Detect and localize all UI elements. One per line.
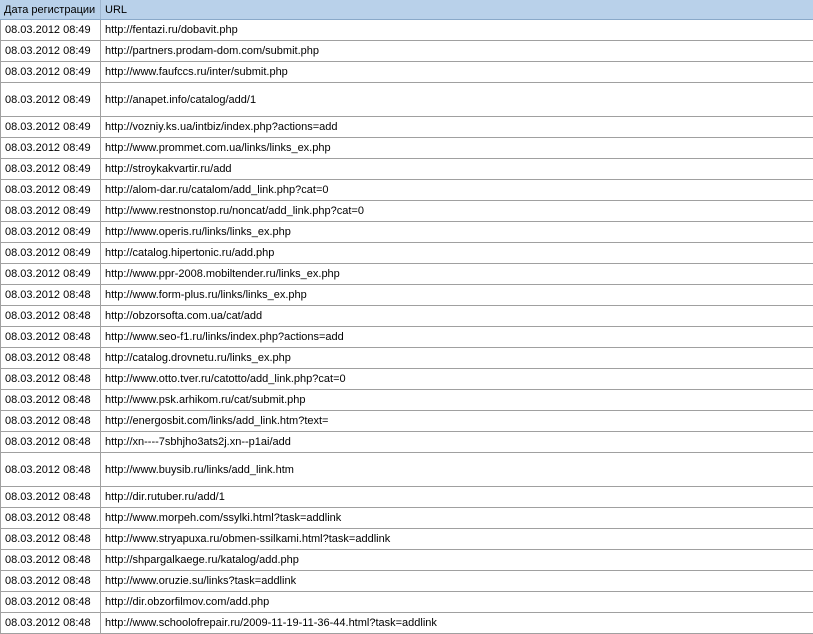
date-cell: 08.03.2012 08:49 [1, 243, 101, 263]
url-cell: http://www.restnonstop.ru/noncat/add_link.php?cat=0 [105, 205, 364, 217]
table-row[interactable] [1, 390, 813, 411]
table-row[interactable] [1, 243, 813, 264]
date-cell: 08.03.2012 08:49 [1, 41, 101, 61]
table-row[interactable] [1, 529, 813, 550]
url-cell: http://obzorsofta.com.ua/cat/add [105, 310, 263, 322]
url-cell: http://www.ppr-2008.mobiltender.ru/links_ex.php [105, 268, 340, 280]
table-row[interactable] [1, 222, 813, 243]
table-row[interactable] [1, 592, 813, 613]
table-row[interactable] [1, 264, 813, 285]
date-cell: 08.03.2012 08:49 [1, 180, 101, 200]
table-row[interactable] [1, 159, 813, 180]
date-cell: 08.03.2012 08:48 [1, 285, 101, 305]
date-cell: 08.03.2012 08:49 [1, 83, 101, 116]
url-cell: http://www.form-plus.ru/links/links_ex.php [105, 289, 307, 301]
url-cell: http://alom-dar.ru/catalom/add_link.php?cat=0 [105, 184, 329, 196]
date-cell: 08.03.2012 08:49 [1, 159, 101, 179]
date-cell: 08.03.2012 08:49 [1, 138, 101, 158]
url-cell: http://www.faufccs.ru/inter/submit.php [105, 66, 288, 78]
table-row[interactable] [1, 62, 813, 83]
date-cell: 08.03.2012 08:48 [1, 306, 101, 326]
date-cell: 08.03.2012 08:48 [1, 327, 101, 347]
url-cell: http://www.buysib.ru/links/add_link.htm [105, 463, 294, 476]
date-cell: 08.03.2012 08:49 [1, 201, 101, 221]
date-cell: 08.03.2012 08:48 [1, 613, 101, 633]
table-row[interactable] [1, 487, 813, 508]
grid-body [0, 20, 813, 634]
url-cell: http://www.schoolofrepair.ru/2009-11-19-11-36-44.html?task=addlink [105, 617, 437, 629]
url-cell: http://www.prommet.com.ua/links/links_ex.php [105, 142, 331, 154]
url-cell: http://www.oruzie.su/links?task=addlink [105, 575, 297, 587]
date-cell: 08.03.2012 08:48 [1, 571, 101, 591]
url-cell: http://shpargalkaege.ru/katalog/add.php [105, 554, 299, 566]
url-cell: http://stroykakvartir.ru/add [105, 163, 232, 175]
url-cell: http://www.operis.ru/links/links_ex.php [105, 226, 291, 238]
table-row[interactable] [1, 327, 813, 348]
date-cell: 08.03.2012 08:49 [1, 20, 101, 40]
date-cell: 08.03.2012 08:49 [1, 62, 101, 82]
url-cell: http://partners.prodam-dom.com/submit.php [105, 45, 319, 57]
table-row[interactable] [1, 453, 813, 487]
table-row[interactable] [1, 369, 813, 390]
date-cell: 08.03.2012 08:48 [1, 550, 101, 570]
table-row[interactable] [1, 83, 813, 117]
date-cell: 08.03.2012 08:49 [1, 264, 101, 284]
url-cell: http://anapet.info/catalog/add/1 [105, 93, 257, 106]
url-cell: http://www.stryapuxa.ru/obmen-ssilkami.html?task=addlink [105, 533, 391, 545]
table-row[interactable] [1, 201, 813, 222]
table-row[interactable] [1, 285, 813, 306]
url-cell: http://www.otto.tver.ru/catotto/add_link.php?cat=0 [105, 373, 346, 385]
url-cell: http://fentazi.ru/dobavit.php [105, 24, 238, 36]
table-row[interactable] [1, 613, 813, 634]
table-row[interactable] [1, 41, 813, 62]
date-cell: 08.03.2012 08:48 [1, 432, 101, 452]
table-row[interactable] [1, 20, 813, 41]
url-cell: http://energosbit.com/links/add_link.htm?text= [105, 415, 329, 427]
table-row[interactable] [1, 571, 813, 592]
date-cell: 08.03.2012 08:48 [1, 348, 101, 368]
date-cell: 08.03.2012 08:48 [1, 369, 101, 389]
url-cell: http://www.seo-f1.ru/links/index.php?actions=add [105, 331, 344, 343]
date-cell: 08.03.2012 08:48 [1, 453, 101, 486]
date-cell: 08.03.2012 08:48 [1, 529, 101, 549]
table-row[interactable] [1, 411, 813, 432]
url-cell: http://www.psk.arhikom.ru/cat/submit.php [105, 394, 306, 406]
table-row[interactable] [1, 550, 813, 571]
date-cell: 08.03.2012 08:48 [1, 508, 101, 528]
date-cell: 08.03.2012 08:48 [1, 411, 101, 431]
url-cell: http://catalog.hipertonic.ru/add.php [105, 247, 275, 259]
url-cell: http://dir.obzorfilmov.com/add.php [105, 596, 270, 608]
table-row[interactable] [1, 432, 813, 453]
date-cell: 08.03.2012 08:48 [1, 592, 101, 612]
grid-header [0, 0, 813, 20]
url-cell: http://vozniy.ks.ua/intbiz/index.php?actions=add [105, 121, 338, 133]
date-cell: 08.03.2012 08:49 [1, 117, 101, 137]
date-cell: 08.03.2012 08:48 [1, 390, 101, 410]
table-row[interactable] [1, 138, 813, 159]
url-cell: http://catalog.drovnetu.ru/links_ex.php [105, 352, 291, 364]
column-header-url[interactable]: URL [105, 3, 128, 16]
table-row[interactable] [1, 508, 813, 529]
url-cell: http://www.morpeh.com/ssylki.html?task=addlink [105, 512, 342, 524]
date-cell: 08.03.2012 08:49 [1, 222, 101, 242]
table-row[interactable] [1, 180, 813, 201]
url-cell: http://xn----7sbhjho3ats2j.xn--p1ai/add [105, 436, 291, 448]
column-header-date[interactable]: Дата регистрации [0, 0, 101, 19]
date-cell: 08.03.2012 08:48 [1, 487, 101, 507]
table-row[interactable] [1, 348, 813, 369]
url-cell: http://dir.rutuber.ru/add/1 [105, 491, 225, 503]
table-row[interactable] [1, 117, 813, 138]
table-row[interactable] [1, 306, 813, 327]
